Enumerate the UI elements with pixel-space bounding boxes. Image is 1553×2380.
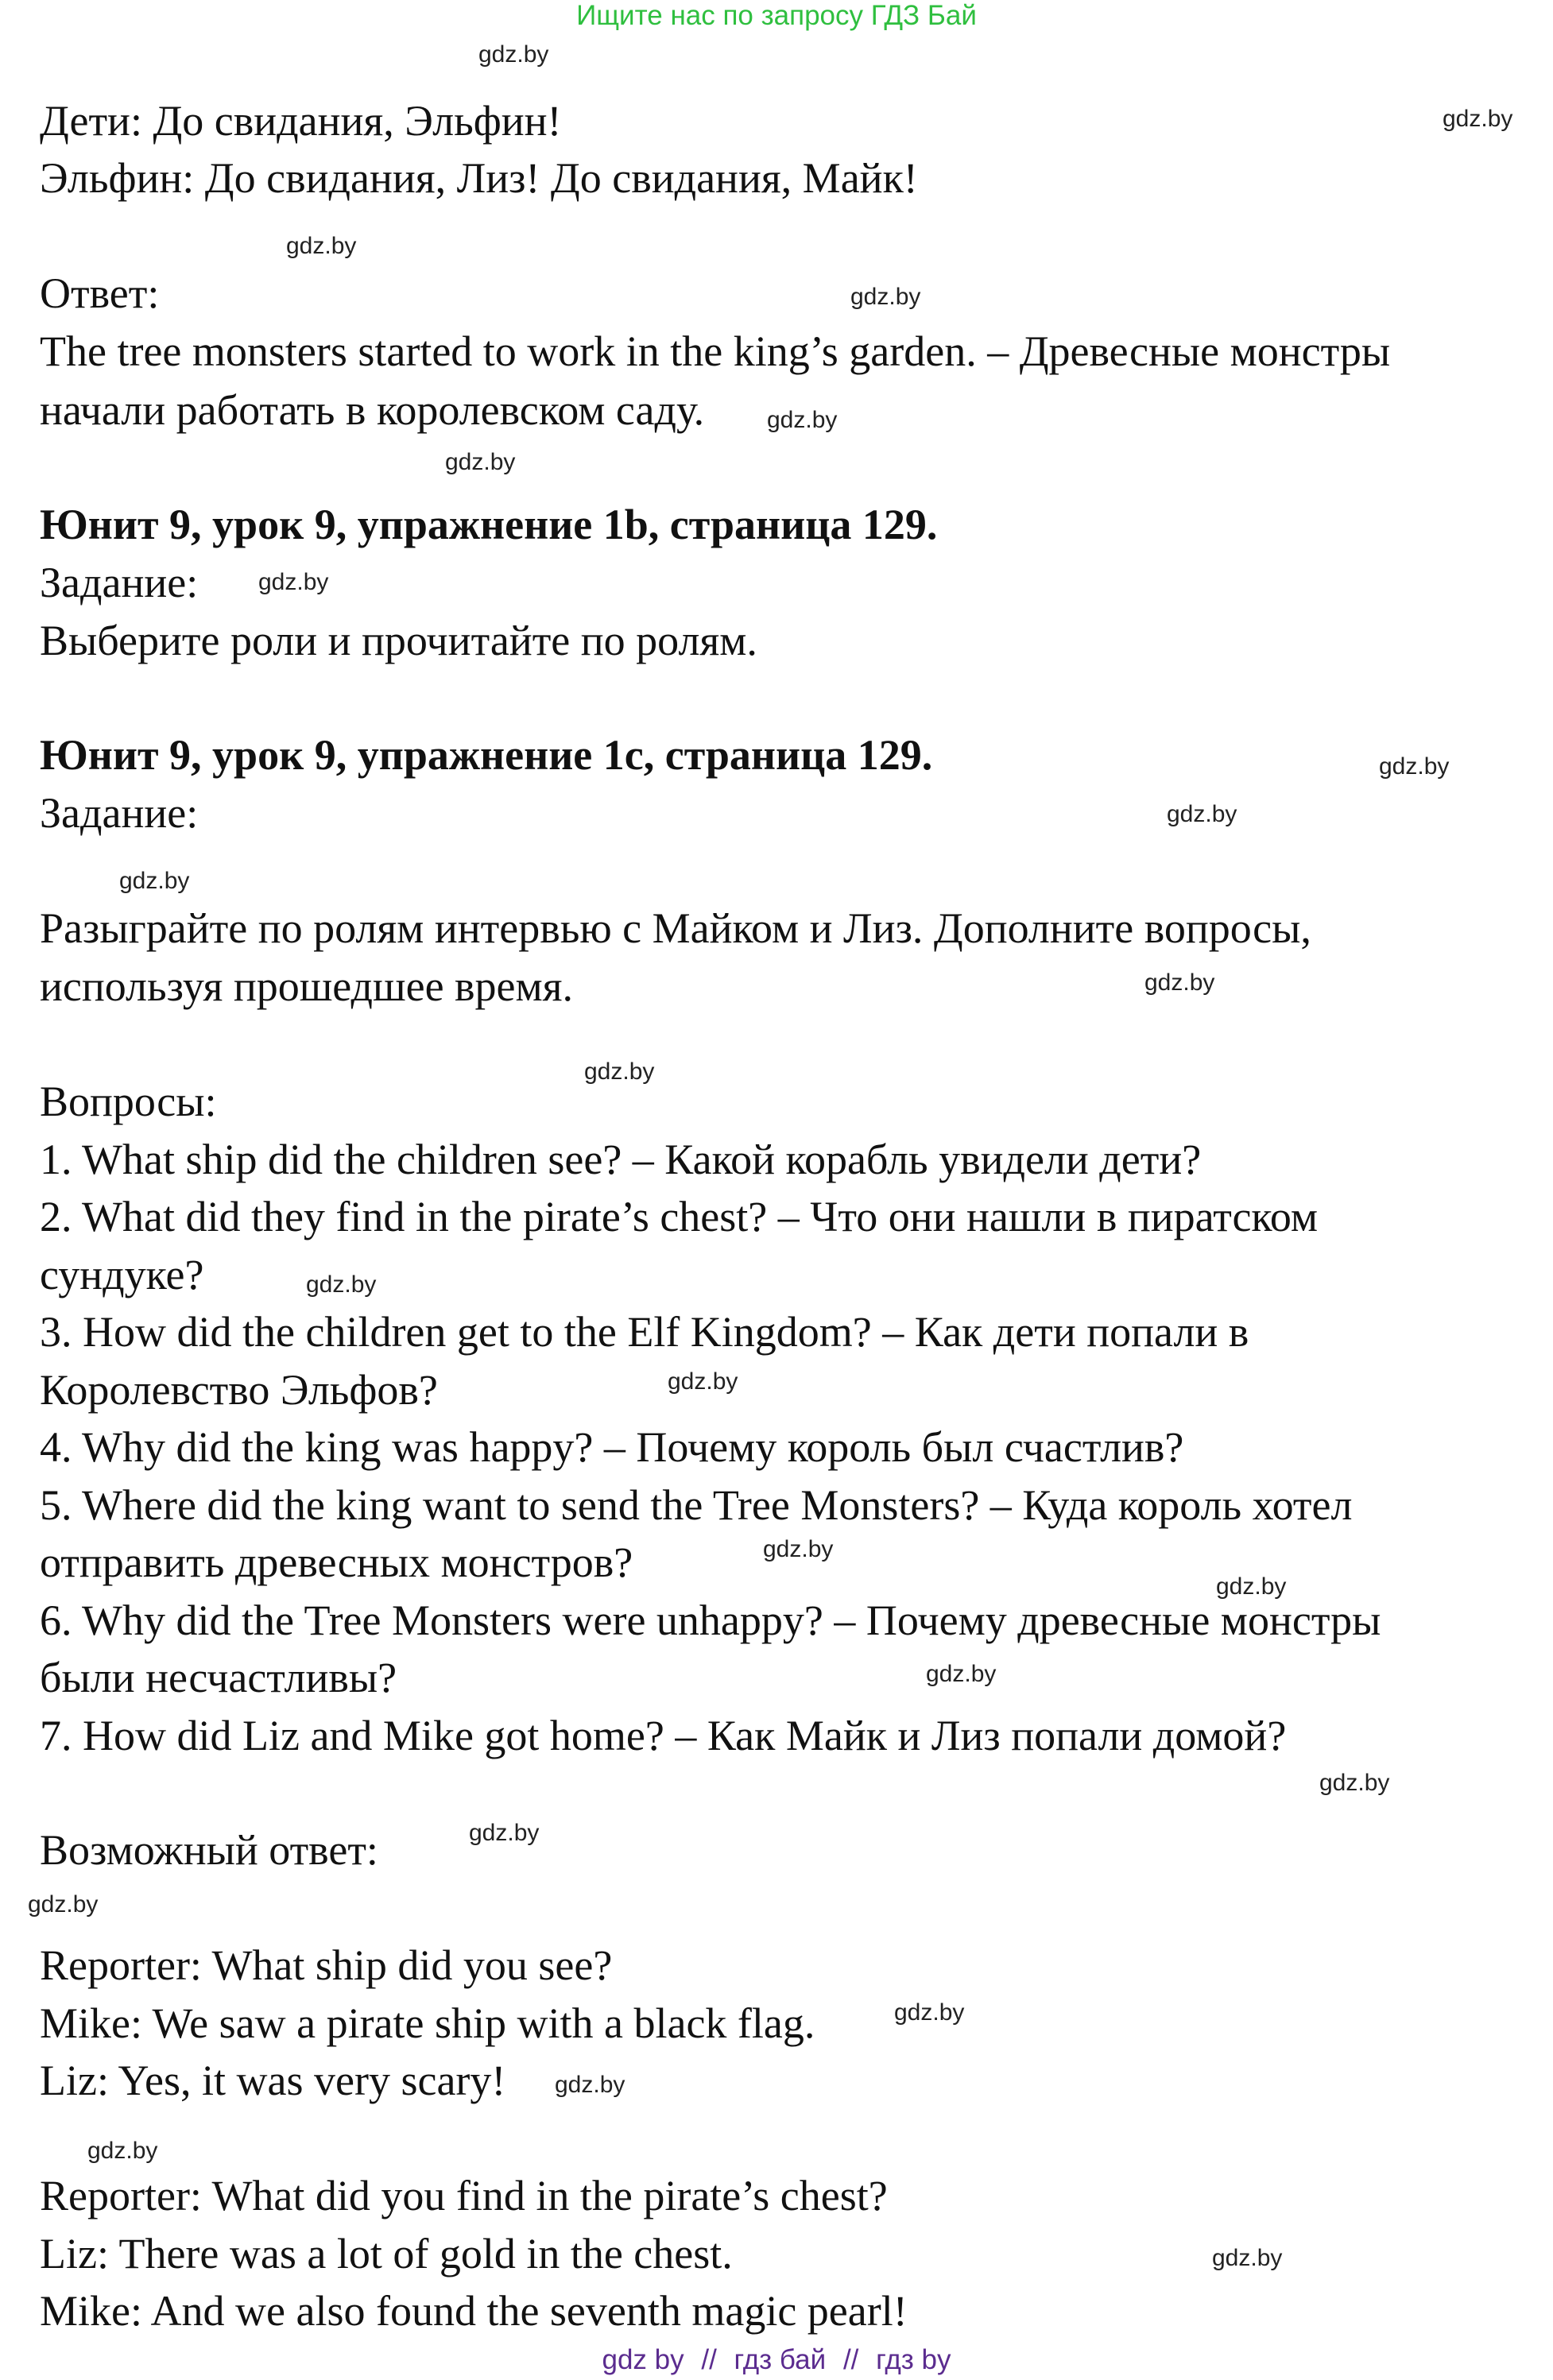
footer-link-gdz-by-cyr[interactable]: гдз by xyxy=(876,2344,951,2375)
dialogue-line: Liz: There was a lot of gold in the chest. xyxy=(40,2230,733,2277)
watermark: gdz.by xyxy=(1379,753,1450,780)
question-line: 6. Why did the Tree Monsters were unhappy? – Почему древесные монстры xyxy=(40,1596,1381,1644)
footer-links xyxy=(0,2344,1553,2376)
watermark: gdz.by xyxy=(306,1271,377,1298)
footer-link-gdz-bai[interactable]: гдз бай xyxy=(734,2344,827,2375)
footer-separator: // xyxy=(842,2344,859,2375)
exercise-heading: Юнит 9, урок 9, упражнение 1c, страница 129. xyxy=(40,731,933,779)
task-text: используя прошедшее время. xyxy=(40,962,574,1010)
watermark: gdz.by xyxy=(850,284,921,310)
footer-separator: // xyxy=(701,2344,717,2375)
watermark: gdz.by xyxy=(119,868,190,894)
watermark: gdz.by xyxy=(87,2138,158,2164)
watermark: gdz.by xyxy=(1319,1770,1390,1796)
question-line: 4. Why did the king was happy? – Почему король был счастлив? xyxy=(40,1423,1184,1471)
footer-link-gdz-by[interactable]: gdz by xyxy=(602,2344,684,2375)
question-line: 2. What did they find in the pirate’s chest? – Что они нашли в пиратском xyxy=(40,1193,1319,1240)
watermark: gdz.by xyxy=(258,569,329,595)
question-line: 5. Where did the king want to send the Tree Monsters? – Куда король хотел xyxy=(40,1481,1353,1529)
answer-text: начали работать в королевском саду. xyxy=(40,386,705,434)
watermark: gdz.by xyxy=(286,233,357,259)
watermark: gdz.by xyxy=(469,1820,540,1846)
questions-label: Вопросы: xyxy=(40,1078,217,1125)
watermark: gdz.by xyxy=(926,1661,997,1687)
watermark: gdz.by xyxy=(668,1368,738,1395)
watermark: gdz.by xyxy=(767,407,838,433)
task-text: Выберите роли и прочитайте по ролям. xyxy=(40,617,757,664)
watermark: gdz.by xyxy=(1443,106,1513,132)
dialogue-line: Mike: We saw a pirate ship with a black flag. xyxy=(40,1999,815,2047)
dialogue-line: Liz: Yes, it was very scary! xyxy=(40,2057,506,2104)
watermark: gdz.by xyxy=(478,41,549,68)
answer-text: The tree monsters started to work in the king’s garden. – Древесные монстры xyxy=(40,327,1391,375)
watermark: gdz.by xyxy=(894,1999,965,2026)
task-text: Разыграйте по ролям интервью с Майком и Лиз. Дополните вопросы, xyxy=(40,904,1311,952)
question-line: 1. What ship did the children see? – Какой корабль увидели дети? xyxy=(40,1136,1202,1183)
task-label: Задание: xyxy=(40,789,199,837)
watermark: gdz.by xyxy=(1212,2245,1283,2271)
watermark: gdz.by xyxy=(1167,801,1237,827)
watermark: gdz.by xyxy=(584,1058,655,1085)
watermark: gdz.by xyxy=(1144,969,1215,996)
exercise-heading: Юнит 9, урок 9, упражнение 1b, страница 129. xyxy=(40,501,938,548)
question-line: сундуке? xyxy=(40,1251,204,1298)
answer-label: Ответ: xyxy=(40,269,160,317)
possible-answer-label: Возможный ответ: xyxy=(40,1826,378,1874)
question-line: 3. How did the children get to the Elf Kingdom? – Как дети попали в xyxy=(40,1308,1249,1356)
dialogue-line: Mike: And we also found the seventh magic pearl! xyxy=(40,2287,908,2335)
question-line: 7. How did Liz and Mike got home? – Как Майк и Лиз попали домой? xyxy=(40,1712,1287,1759)
watermark: gdz.by xyxy=(445,449,516,475)
question-line: отправить древесных монстров? xyxy=(40,1538,633,1586)
watermark: gdz.by xyxy=(555,2072,625,2098)
watermark: gdz.by xyxy=(763,1536,834,1562)
watermark: gdz.by xyxy=(1216,1573,1287,1600)
dialogue-line: Эльфин: До свидания, Лиз! До свидания, Майк! xyxy=(40,154,918,202)
dialogue-line: Дети: До свидания, Эльфин! xyxy=(40,97,562,145)
top-banner[interactable]: Ищите нас по запросу ГДЗ Бай xyxy=(576,0,977,31)
task-label: Задание: xyxy=(40,559,199,606)
watermark: gdz.by xyxy=(28,1891,99,1918)
question-line: были несчастливы? xyxy=(40,1654,397,1701)
dialogue-line: Reporter: What ship did you see? xyxy=(40,1941,613,1989)
dialogue-line: Reporter: What did you find in the pirate’s chest? xyxy=(40,2172,888,2219)
question-line: Королевство Эльфов? xyxy=(40,1366,438,1414)
